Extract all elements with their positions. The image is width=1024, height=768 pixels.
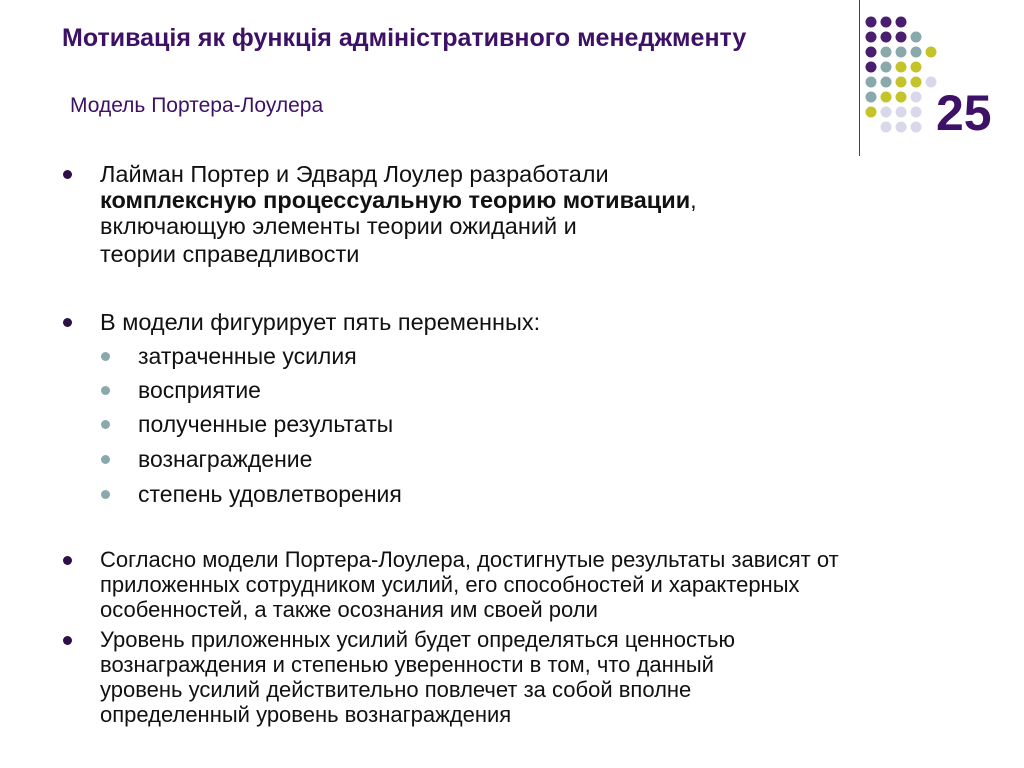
grid-dot <box>881 62 892 73</box>
sub-bullet-dot <box>101 420 110 429</box>
grid-dot <box>866 107 877 118</box>
grid-dot <box>881 107 892 118</box>
bullet-3-line-3: особенностей, а также осознания им своей роли <box>100 597 598 622</box>
grid-dot <box>866 47 877 58</box>
sub-bullet-dot <box>101 352 110 361</box>
grid-dot <box>896 47 907 58</box>
grid-dot <box>866 77 877 88</box>
bullet-3-line-1: Согласно модели Портера-Лоулера, достигнутые результаты зависят от <box>100 547 839 572</box>
bullet-dot <box>63 170 72 179</box>
grid-dot <box>911 122 922 133</box>
bullet-4-line-1: Уровень приложенных усилий будет определяться ценностью <box>100 627 735 652</box>
grid-dot <box>911 92 922 103</box>
grid-dot <box>881 17 892 28</box>
bullet-4-line-2: вознаграждения и степенью уверенности в том, что данный <box>100 652 714 677</box>
sub-bullet-item: вознаграждение <box>138 446 313 472</box>
grid-dot <box>926 77 937 88</box>
bullet-4-line-3: уровень усилий действительно повлечет за собой вполне <box>100 677 692 702</box>
grid-dot <box>881 122 892 133</box>
grid-dot <box>866 17 877 28</box>
sub-bullet-item: полученные результаты <box>138 411 394 437</box>
sub-bullet-dot <box>101 386 110 395</box>
bullet-1-comma: , <box>690 187 697 213</box>
grid-dot <box>896 32 907 43</box>
grid-dot <box>866 92 877 103</box>
page-number: 25 <box>936 85 992 141</box>
bullet-dot <box>63 636 72 645</box>
bullet-1-line-2 <box>100 186 697 214</box>
slide-subtitle: Модель Портера-Лоулера <box>70 94 324 117</box>
sub-bullet-dot <box>101 490 110 499</box>
grid-dot <box>911 107 922 118</box>
grid-dot <box>881 77 892 88</box>
grid-dot <box>911 32 922 43</box>
grid-dot <box>911 77 922 88</box>
bullet-dot <box>63 318 72 327</box>
sub-bullet-item: восприятие <box>138 377 261 403</box>
bullet-1-line-3: включающую элементы теории ожиданий и <box>100 213 577 239</box>
sub-bullet-item: затраченные усилия <box>138 343 357 369</box>
grid-dot <box>896 77 907 88</box>
grid-dot <box>911 47 922 58</box>
grid-dot <box>881 47 892 58</box>
grid-dot <box>896 107 907 118</box>
grid-dot <box>896 122 907 133</box>
decorative-dot-grid <box>0 0 1024 160</box>
bullet-1-line-4: теории справедливости <box>100 241 360 267</box>
slide-title: Мотивація як функція адміністративного менеджменту <box>62 24 747 52</box>
bullet-1-line-1: Лайман Портер и Эдвард Лоулер разработали <box>100 161 609 187</box>
grid-dot <box>881 32 892 43</box>
sub-bullet-item: степень удовлетворения <box>138 481 402 507</box>
bullet-3-line-2: приложенных сотрудником усилий, его способностей и характерных <box>100 572 800 597</box>
bullet-2-text: В модели фигурирует пять переменных: <box>100 309 541 335</box>
bullet-4-line-4: определенный уровень вознаграждения <box>100 702 512 727</box>
grid-dot <box>866 32 877 43</box>
grid-dot <box>881 92 892 103</box>
grid-dot <box>896 17 907 28</box>
grid-dot <box>896 92 907 103</box>
bullet-1-emphasis: комплексную процессуальную теорию мотивации <box>100 187 691 213</box>
grid-dot <box>911 62 922 73</box>
grid-dot <box>926 47 937 58</box>
sub-bullet-dot <box>101 455 110 464</box>
grid-dot <box>866 62 877 73</box>
bullet-dot <box>63 556 72 565</box>
grid-dot <box>896 62 907 73</box>
